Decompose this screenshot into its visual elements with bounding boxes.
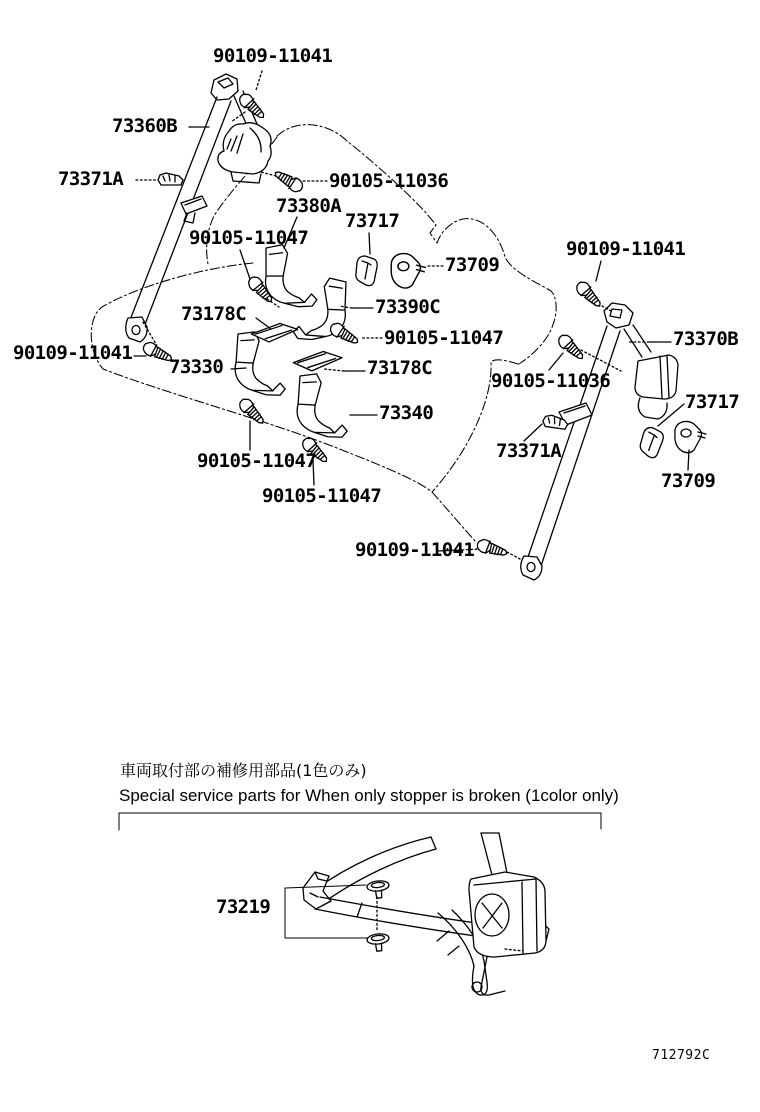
part-label-73371A-left: 73371A xyxy=(58,168,124,190)
part-label-90105-11036-top: 90105-11036 xyxy=(329,170,449,192)
part-label-90109-11041-right: 90109-11041 xyxy=(566,238,686,260)
stopper-73371A-part-left xyxy=(158,173,183,185)
part-label-90109-11041-bottom: 90109-11041 xyxy=(355,539,475,561)
part-label-73340: 73340 xyxy=(379,402,434,424)
note-japanese: 車両取付部の補修用部品(1色のみ) xyxy=(120,761,367,780)
part-label-73371A-right: 73371A xyxy=(496,440,562,462)
stopper-repair-illustration xyxy=(285,833,549,995)
buckle-73330-part xyxy=(228,329,294,398)
part-label-90105-11036-right: 90105-11036 xyxy=(491,370,611,392)
part-label-90105-11047-3: 90105-11047 xyxy=(197,450,317,472)
part-label-73360B: 73360B xyxy=(112,115,178,137)
buckle-73340-part xyxy=(290,371,356,440)
guide-73178C-part-2 xyxy=(293,350,342,372)
part-label-73219: 73219 xyxy=(216,896,271,918)
part-label-73178C-1: 73178C xyxy=(181,303,247,325)
part-label-90105-11047-1: 90105-11047 xyxy=(189,227,309,249)
part-label-73178C-2: 73178C xyxy=(367,357,433,379)
part-label-73390C: 73390C xyxy=(375,296,441,318)
note-english: Special service parts for When only stopper is broken (1color only) xyxy=(119,786,619,805)
part-label-90109-11041-left: 90109-11041 xyxy=(13,342,133,364)
part-label-73717-right: 73717 xyxy=(685,391,740,413)
part-label-73330: 73330 xyxy=(169,356,224,378)
part-label-73709-left: 73709 xyxy=(445,254,500,276)
part-label-73370B: 73370B xyxy=(673,328,739,350)
anchor-73709-part-left xyxy=(391,254,425,288)
cover-73717-part-left xyxy=(356,256,377,286)
part-label-73380A: 73380A xyxy=(276,195,342,217)
part-label-73717-left: 73717 xyxy=(345,210,400,232)
cover-73717-part-right xyxy=(638,426,664,459)
anchor-73709-part-right xyxy=(675,421,706,452)
drawing-code: 712792C xyxy=(652,1048,711,1063)
part-label-90105-11047-4: 90105-11047 xyxy=(262,485,382,507)
part-label-90105-11047-2: 90105-11047 xyxy=(384,327,504,349)
part-label-73709-right: 73709 xyxy=(661,470,716,492)
special-parts-section-bracket xyxy=(119,813,601,830)
part-label-90109-11041-top: 90109-11041 xyxy=(213,45,333,67)
